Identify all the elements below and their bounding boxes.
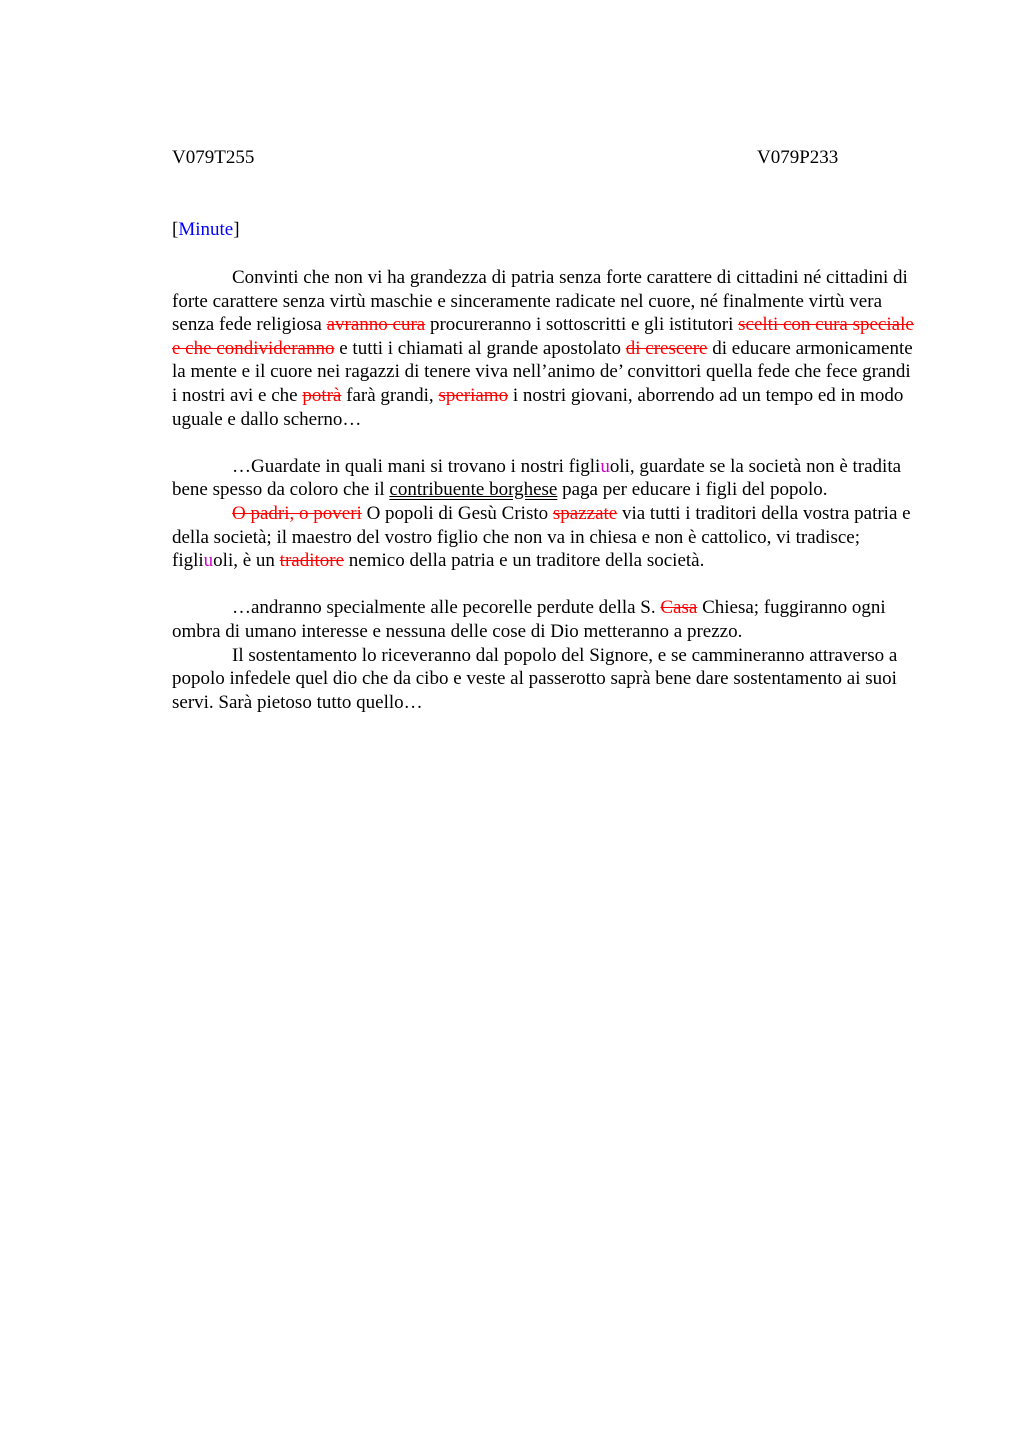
text-segment: nemico della patria e un traditore della società. [344,550,705,572]
paragraph [172,455,914,502]
text-segment: O popoli di Gesù Cristo [361,502,553,524]
document-code-right: V079P233 [757,147,839,168]
body-text [172,266,914,714]
text-segment: via tutti i traditori della vostra patria e della società; il maestro del vostro figlio che non va in chiesa e non è cattolico, vi tradisce; figli [172,502,911,572]
text-segment: procureranno i sottoscritti e gli istitutori [425,314,739,336]
text-segment: …andranno specialmente alle pecorelle perdute della S. [232,597,661,619]
double-underlined-text: contribuente borghese [389,479,558,501]
deleted-text: Casa [660,597,698,619]
deleted-text: O padri, o poveri [232,502,362,524]
deleted-text: scelti con cura speciale e che condivideranno [172,314,914,359]
text-segment: e tutti i chiamati al grande apostolato [334,337,626,359]
heading-bracket-open: [ [172,219,179,240]
paragraph [172,502,914,573]
deleted-text: avranno cura [326,314,426,336]
deleted-text: traditore [279,550,345,572]
text-segment: i nostri giovani, aborrendo ad un tempo ed in modo uguale e dallo scherno… [172,384,904,430]
deleted-text: potrà [302,384,342,406]
text-segment: oli, è un [213,550,280,572]
paragraph [172,596,914,643]
heading-label: Minute [178,219,234,240]
heading-bracket-close: ] [233,219,240,240]
section-heading [172,218,240,242]
text-segment: di educare armonicamente la mente e il cuore nei ragazzi di tenere viva nell’animo de’ convittori quella fede che fece grandi i nostri avi e che [172,337,913,406]
deleted-text: speriamo [438,384,509,406]
paragraph [172,644,914,715]
paragraph-gap [172,431,914,455]
paragraph-gap [172,573,914,597]
text-segment: paga per educare i figli del popolo. [557,479,828,501]
text-segment: …Guardate in quali mani si trovano i nostri figli [232,455,601,477]
deleted-text: spazzate [552,502,618,524]
text-segment: Il sostentamento lo riceveranno dal popolo del Signore, e se cammineranno attraverso a popolo infedele quel dio che da cibo e veste al passerotto saprà bene dare sostentamento ai suoi servi. Sarà pietoso tutto quello… [172,644,898,713]
inserted-letter: u [600,455,610,477]
text-segment: farà grandi, [341,384,439,406]
text-segment: oli, guardate se la società non è tradita bene spesso da coloro che il [172,455,902,501]
document-code-left: V079T255 [172,147,255,168]
paragraph [172,266,914,431]
text-segment: Chiesa; fuggiranno ogni ombra di umano interesse e nessuna delle cose di Dio metteranno a prezzo. [172,597,886,642]
text-segment: Convinti che non vi ha grandezza di patria senza forte carattere di cittadini né cittadini di forte carattere senza virtù maschie e sinceramente radicate nel cuore, né finalmente virtù vera senza fede religiosa [172,267,908,336]
deleted-text: di crescere [625,337,708,359]
inserted-letter: u [203,550,214,572]
